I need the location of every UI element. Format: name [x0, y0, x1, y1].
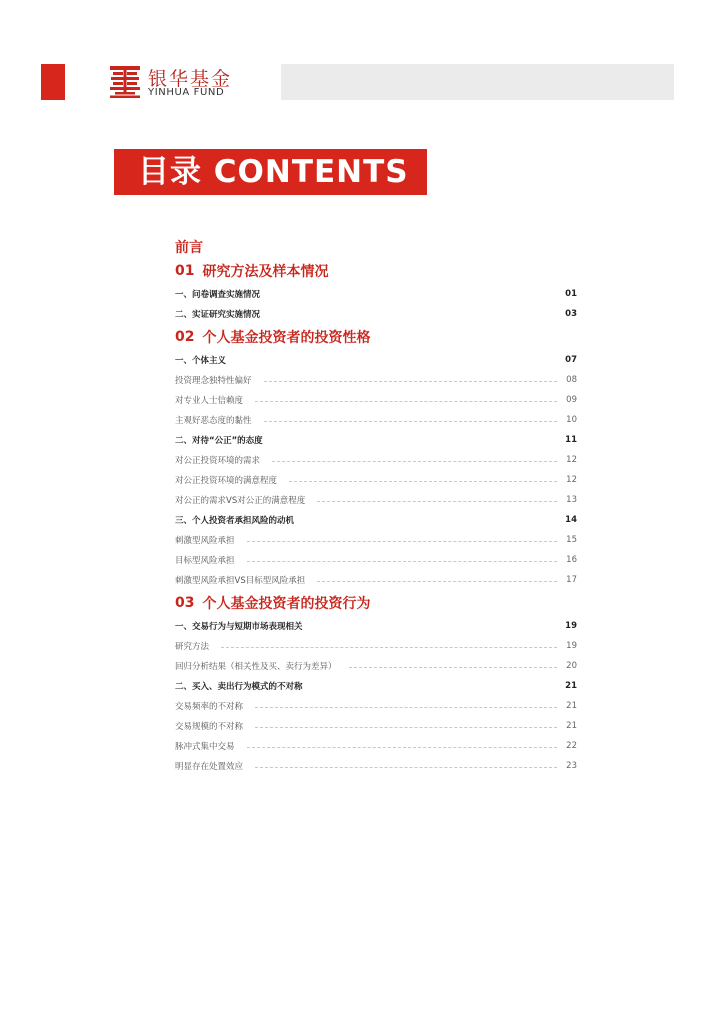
toc-item[interactable] [175, 716, 577, 736]
toc-item[interactable] [175, 410, 577, 430]
toc-page-number: 09 [566, 395, 577, 405]
toc-entry-label: 回归分析结果（相关性及买、卖行为差异） [175, 662, 337, 672]
toc-page-number: 12 [566, 455, 577, 465]
toc-section-number: 01 [175, 263, 195, 279]
toc-page-number: 15 [566, 535, 577, 545]
toc-item[interactable] [175, 550, 577, 570]
toc-page-number: 19 [565, 621, 577, 631]
toc-entry-label: 交易频率的不对称 [175, 702, 244, 712]
toc-item[interactable] [175, 490, 577, 510]
toc-page-number: 23 [566, 761, 577, 771]
toc-section-number: 03 [175, 595, 195, 611]
toc-dot-leader [317, 581, 557, 582]
toc-dot-leader [247, 747, 557, 748]
toc-entry-label: 二、实证研究实施情况 [175, 310, 261, 320]
toc-entry-label: 脉冲式集中交易 [175, 742, 235, 752]
toc-dot-leader [221, 647, 557, 648]
toc-entry-label: 对公正的需求VS对公正的满意程度 [175, 496, 306, 506]
toc-subsection[interactable] [175, 676, 577, 696]
toc-subsection[interactable] [175, 616, 577, 636]
toc-dot-leader [349, 667, 557, 668]
toc-page-number: 21 [566, 721, 577, 731]
toc-section-title: 研究方法及样本情况 [202, 264, 329, 280]
toc-entry-label: 研究方法 [175, 642, 210, 652]
toc-item[interactable] [175, 756, 577, 776]
toc-dot-leader [264, 421, 557, 422]
toc-item[interactable] [175, 656, 577, 676]
toc-subsection[interactable] [175, 350, 577, 370]
toc-page-number: 03 [565, 309, 577, 319]
toc-entry-label: 对公正投资环境的需求 [175, 456, 261, 466]
toc-preface[interactable] [175, 236, 577, 258]
toc-page-number: 22 [566, 741, 577, 751]
toc-entry-label: 二、对待“公正”的态度 [175, 436, 263, 446]
toc-page-number: 20 [566, 661, 577, 671]
toc-page-number: 07 [565, 355, 577, 365]
header-grey-bar [281, 64, 674, 100]
toc-page-number: 11 [565, 435, 577, 445]
toc-subsection[interactable] [175, 510, 577, 530]
toc-entry-label: 投资理念独特性偏好 [175, 376, 252, 386]
toc-entry-label: 二、买入、卖出行为模式的不对称 [175, 682, 303, 692]
toc-entry-label: 主观好恶态度的黏性 [175, 416, 252, 426]
toc-dot-leader [272, 461, 557, 462]
toc-entry-label: 对专业人士信赖度 [175, 396, 244, 406]
toc-page-number: 21 [566, 701, 577, 711]
toc-page-number: 21 [565, 681, 577, 691]
toc-section-number: 02 [175, 329, 195, 345]
toc-item[interactable] [175, 636, 577, 656]
toc-item[interactable] [175, 696, 577, 716]
toc-item[interactable] [175, 530, 577, 550]
toc-item[interactable] [175, 370, 577, 390]
toc-subsection[interactable] [175, 304, 577, 324]
toc-page-number: 10 [566, 415, 577, 425]
toc-subsection[interactable] [175, 284, 577, 304]
toc-preface-label: 前言 [175, 240, 203, 256]
logo-english-name: YINHUA FUND [148, 87, 225, 98]
toc-section-title: 个人基金投资者的投资性格 [202, 330, 371, 346]
toc-item[interactable] [175, 470, 577, 490]
toc-subsection[interactable] [175, 430, 577, 450]
toc-entry-label: 目标型风险承担 [175, 556, 235, 566]
toc-entry-label: 对公正投资环境的满意程度 [175, 476, 278, 486]
toc-section-03[interactable] [175, 590, 577, 616]
toc-dot-leader [247, 561, 557, 562]
toc-entry-label: 交易规模的不对称 [175, 722, 244, 732]
header-red-block [41, 64, 65, 100]
toc-section-01[interactable] [175, 258, 577, 284]
toc-section-02[interactable] [175, 324, 577, 350]
toc-page-number: 01 [565, 289, 577, 299]
toc-item[interactable] [175, 570, 577, 590]
toc-dot-leader [255, 707, 557, 708]
toc-entry-label: 刺激型风险承担VS目标型风险承担 [175, 576, 306, 586]
toc-dot-leader [255, 767, 557, 768]
toc-dot-leader [247, 541, 557, 542]
toc-item[interactable] [175, 450, 577, 470]
toc-page-number: 12 [566, 475, 577, 485]
toc-item[interactable] [175, 390, 577, 410]
toc-entry-label: 刺激型风险承担 [175, 536, 235, 546]
toc-entry-label: 一、问卷调查实施情况 [175, 290, 261, 300]
toc-page-number: 13 [566, 495, 577, 505]
toc-entry-label: 明显存在处置效应 [175, 762, 244, 772]
toc-entry-label: 一、个体主义 [175, 356, 227, 366]
toc-entry-label: 一、交易行为与短期市场表现相关 [175, 622, 303, 632]
toc-page-number: 17 [566, 575, 577, 585]
toc-dot-leader [289, 481, 557, 482]
toc-page-number: 14 [565, 515, 577, 525]
toc-page-number: 16 [566, 555, 577, 565]
contents-title: 目录 CONTENTS [114, 149, 427, 195]
toc-entry-label: 三、个人投资者承担风险的动机 [175, 516, 295, 526]
toc-item[interactable] [175, 736, 577, 756]
toc-page-number: 19 [566, 641, 577, 651]
toc-page-number: 08 [566, 375, 577, 385]
toc-dot-leader [264, 381, 557, 382]
toc-dot-leader [255, 727, 557, 728]
table-of-contents [175, 234, 577, 776]
yinhua-logo-icon [110, 66, 140, 98]
toc-section-title: 个人基金投资者的投资行为 [202, 596, 371, 612]
logo-chinese-name: 银华基金 [148, 68, 233, 90]
toc-dot-leader [317, 501, 557, 502]
toc-dot-leader [255, 401, 557, 402]
